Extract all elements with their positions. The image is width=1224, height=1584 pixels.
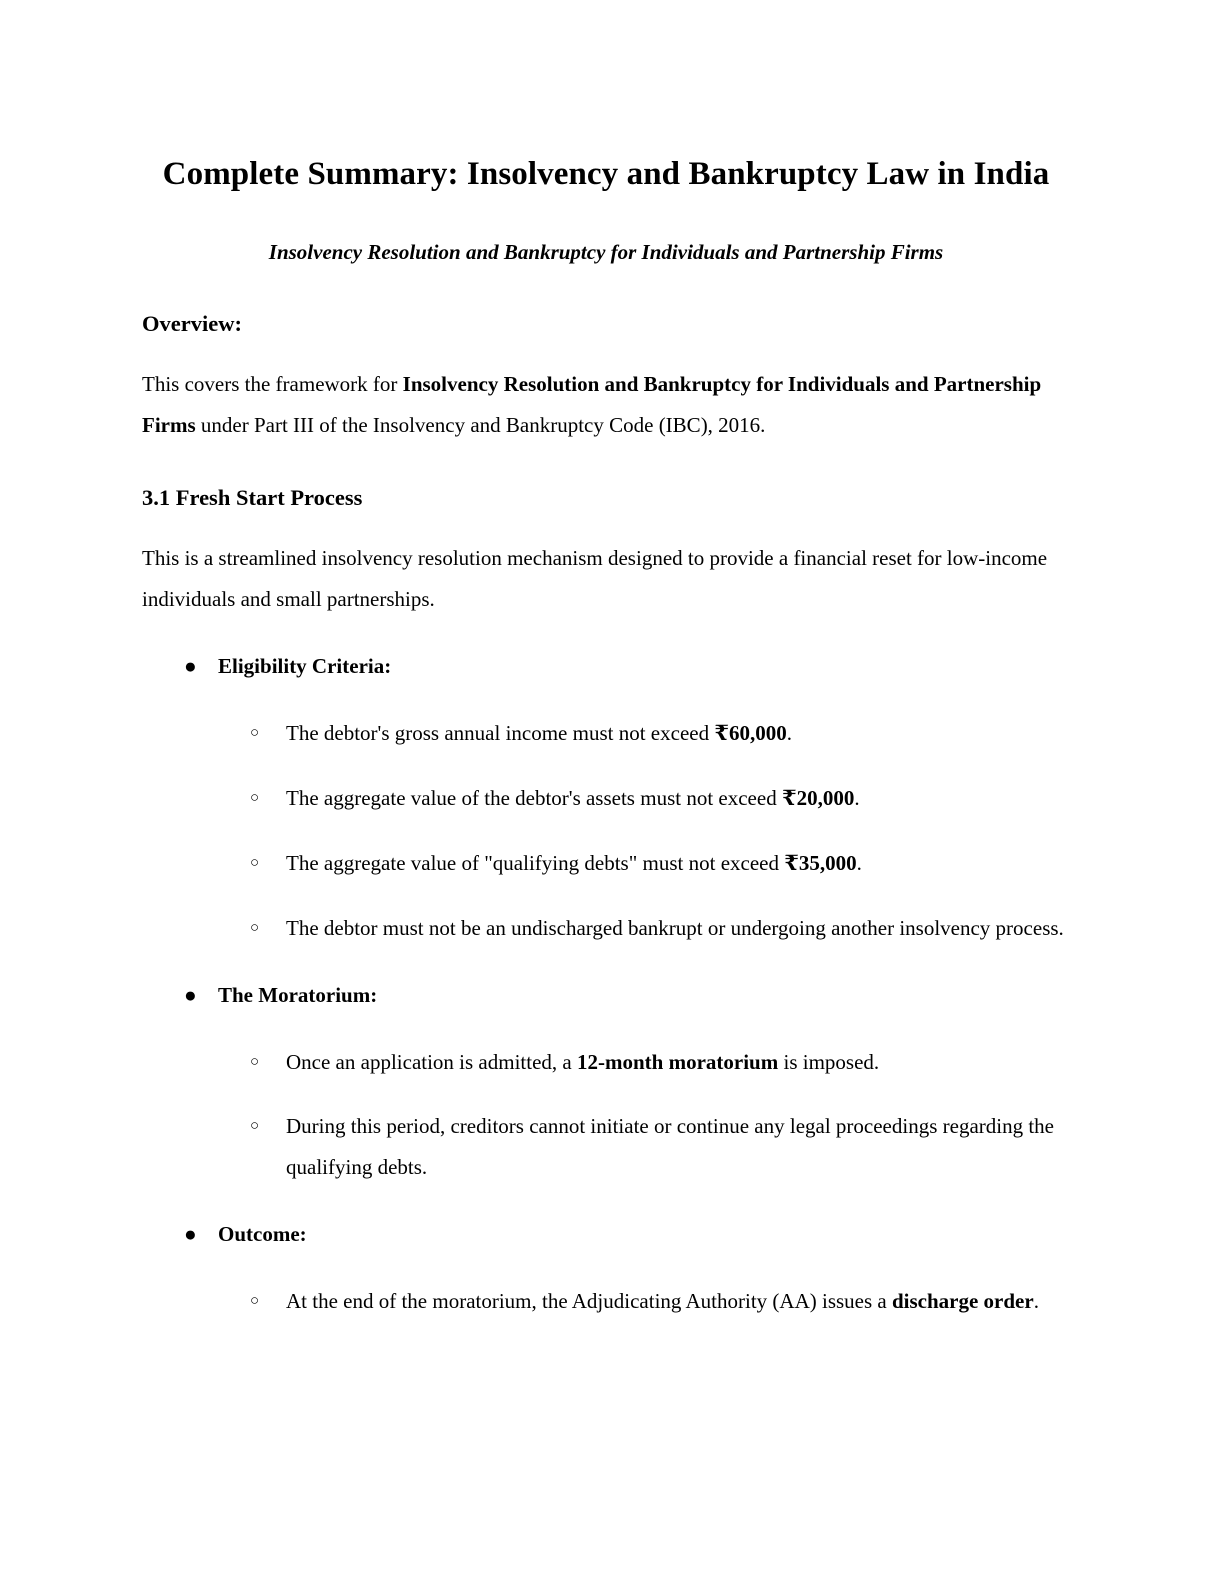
bullet-circle-icon: ○: [250, 789, 260, 806]
eligibility-criteria-sublist: [218, 713, 1070, 949]
list-item-text-part2: .: [1033, 1289, 1039, 1314]
bullet-disc-icon: ●: [184, 1222, 197, 1247]
group-label: Outcome:: [218, 1222, 307, 1247]
list-item-text-bold: 12-month moratorium: [577, 1049, 779, 1074]
group-label: The Moratorium:: [218, 982, 378, 1007]
overview-paragraph-part1: This covers the framework for: [142, 372, 403, 397]
bullet-circle-icon: ○: [250, 1053, 260, 1070]
section-3-1-heading: 3.1 Fresh Start Process: [142, 485, 363, 511]
page-subtitle: Insolvency Resolution and Bankruptcy for Individuals and Partnership Firms: [268, 240, 944, 265]
section-3-1-intro: This is a streamlined insolvency resolution mechanism designed to provide a financial reset for low-income individuals and small partnerships.: [142, 546, 1048, 611]
list-item-text-part1: During this period, creditors cannot initiate or continue any legal proceedings regarding the qualifying debts.: [286, 1114, 1055, 1180]
outcome-sublist: [218, 1281, 1070, 1322]
list-item-text-part1: The aggregate value of the debtor's assets must not exceed: [286, 785, 782, 810]
list-item-the-moratorium: [142, 975, 1070, 1189]
list-item-text-part1: The debtor must not be an undischarged bankrupt or undergoing another insolvency process.: [286, 915, 1064, 940]
list-item: [218, 908, 1070, 949]
bullet-disc-icon: ●: [184, 982, 197, 1007]
list-item-text-part1: The aggregate value of "qualifying debts" must not exceed: [286, 850, 785, 875]
the-moratorium-sublist: [218, 1042, 1070, 1189]
list-item-text-bold: ₹60,000: [714, 720, 787, 745]
bullet-circle-icon: ○: [250, 919, 260, 936]
bullet-circle-icon: ○: [250, 1118, 260, 1135]
list-item-text-part1: At the end of the moratorium, the Adjudicating Authority (AA) issues a: [286, 1289, 892, 1314]
list-item-text-part2: is imposed.: [778, 1049, 880, 1074]
list-item-text-part1: The debtor's gross annual income must not exceed: [286, 720, 715, 745]
overview-heading: Overview:: [142, 311, 242, 337]
list-item: [218, 1281, 1070, 1322]
group-label: Eligibility Criteria:: [218, 653, 392, 678]
list-item-text-bold: ₹20,000: [781, 785, 855, 810]
list-item-text-bold: ₹35,000: [784, 850, 857, 875]
bullet-circle-icon: ○: [250, 854, 260, 871]
list-item: [218, 1106, 1070, 1188]
overview-paragraph: [142, 364, 1070, 446]
overview-paragraph-part2: under Part III of the Insolvency and Bankruptcy Code (IBC), 2016.: [195, 413, 766, 438]
bullet-circle-icon: ○: [250, 724, 260, 741]
list-item-eligibility-criteria: [142, 646, 1070, 949]
list-item-text-part2: .: [854, 785, 860, 810]
list-item: [218, 843, 1070, 884]
overview-paragraph-bold: Insolvency Resolution and Bankruptcy for Individuals and Partnership Firms: [142, 372, 1042, 438]
list-item: [218, 1042, 1070, 1083]
list-item-text-part1: Once an application is admitted, a: [286, 1049, 577, 1074]
list-item: [218, 713, 1070, 754]
bullet-disc-icon: ●: [184, 653, 197, 678]
list-item-text-part2: .: [786, 720, 792, 745]
page-title: Complete Summary: Insolvency and Bankruptcy Law in India: [162, 156, 1050, 192]
fresh-start-group-list: [142, 646, 1070, 1322]
list-item-text-bold: discharge order: [891, 1289, 1034, 1314]
list-item: [218, 778, 1070, 819]
bullet-circle-icon: ○: [250, 1293, 260, 1310]
list-item-text-part2: .: [856, 850, 862, 875]
list-item-outcome: [142, 1214, 1070, 1322]
